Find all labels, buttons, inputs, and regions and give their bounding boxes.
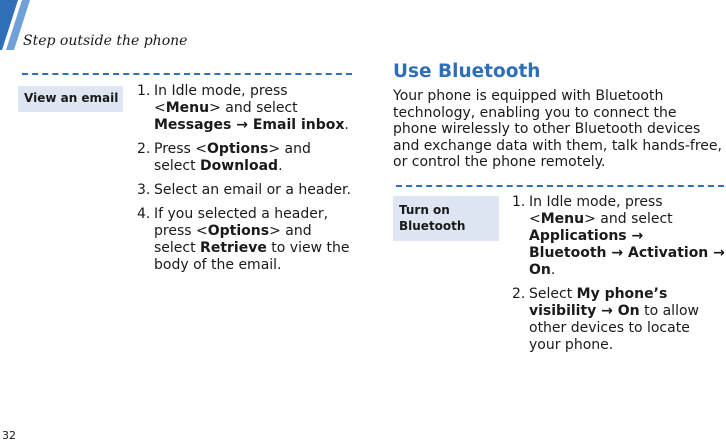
step-text: Download: [200, 158, 279, 174]
step-item: [137, 182, 352, 199]
step-item: [137, 206, 352, 274]
step-item: [512, 194, 725, 279]
step-number: 1.: [512, 194, 526, 210]
step-number: 2.: [137, 141, 151, 157]
step-text: to allow other devices to locate your phone.: [529, 303, 699, 353]
step-text: Options: [207, 223, 270, 239]
step-text: > and select: [584, 211, 673, 227]
step-text: .: [550, 262, 556, 278]
step-text: to view the body of the email.: [154, 240, 350, 273]
view-email-steps: [137, 83, 352, 281]
step-text: Menu: [540, 211, 585, 227]
step-text: Select: [529, 286, 577, 302]
right-section-divider: [396, 185, 724, 187]
step-text: > and select: [154, 223, 312, 256]
step-text: My phone’s visibility → On: [529, 286, 668, 319]
step-text: In Idle mode, press <: [154, 83, 288, 116]
step-text: .: [278, 158, 283, 174]
step-number: 3.: [137, 182, 151, 198]
step-text: If you selected a header, press <: [154, 206, 329, 239]
step-text: > and select: [154, 141, 311, 174]
header-title: Step outside the phone: [23, 33, 188, 49]
step-text: In Idle mode, press <: [529, 194, 663, 227]
page-number: 32: [2, 429, 16, 442]
step-text: Messages → Email inbox: [154, 117, 345, 133]
step-text: .: [344, 117, 349, 133]
bluetooth-steps: [512, 194, 725, 361]
step-text: > and select: [209, 100, 298, 116]
step-text: Applications → Bluetooth → Activation → On: [529, 228, 725, 278]
step-item: [137, 83, 352, 134]
step-text: Options: [207, 141, 269, 157]
step-text: Menu: [165, 100, 210, 116]
intro-paragraph: Your phone is equipped with Bluetooth technology, enabling you to connect the phone wirelessly to other Bluetooth devices and exchange data with them, talk hands-free, or control the phone remotely.: [393, 88, 722, 170]
step-number: 1.: [137, 83, 151, 99]
step-number: 2.: [512, 286, 526, 302]
step-item: [137, 141, 352, 175]
step-text: Select an email or a header.: [154, 182, 351, 198]
step-text: Retrieve: [200, 240, 267, 256]
step-number: 4.: [137, 206, 151, 222]
turn-on-bluetooth-label-text: Turn on Bluetooth: [399, 203, 466, 233]
step-text: Press <: [154, 141, 208, 157]
corner-stripe-decoration: [0, 0, 40, 60]
left-section-divider: [22, 73, 352, 75]
view-email-label: View an email: [18, 86, 123, 112]
section-title: Use Bluetooth: [393, 61, 541, 82]
turn-on-bluetooth-label: [393, 196, 499, 241]
step-item: [512, 286, 725, 354]
